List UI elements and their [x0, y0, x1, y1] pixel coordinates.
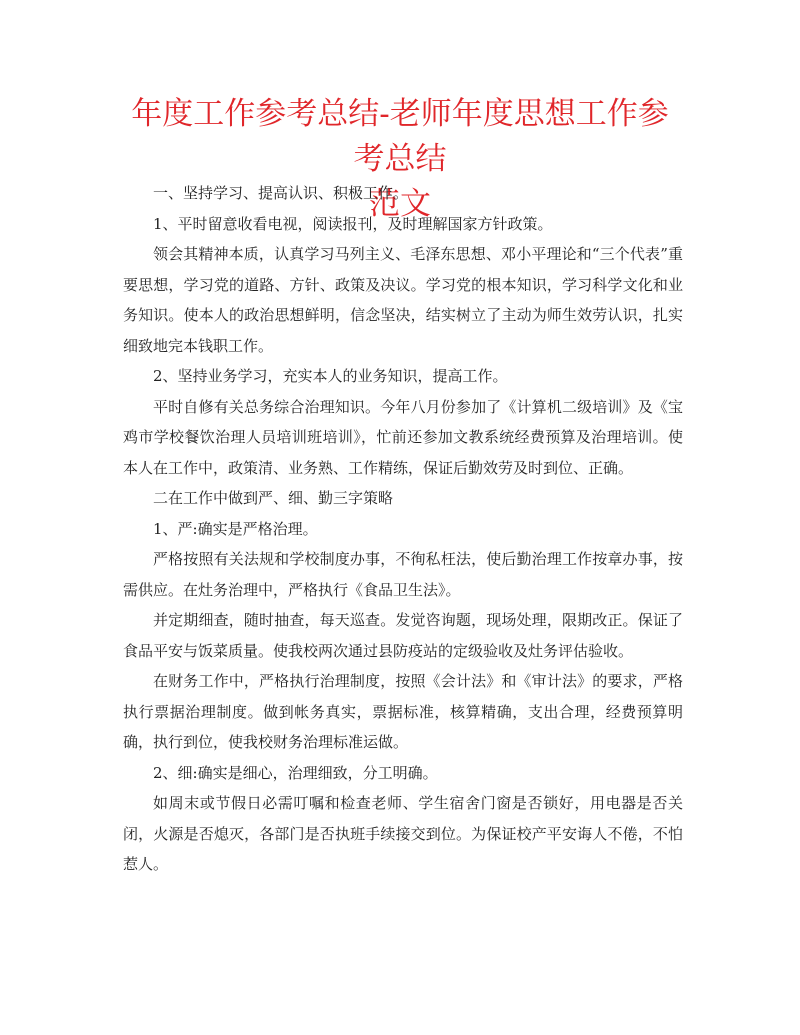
title-line-2: 范文 [369, 186, 431, 222]
paragraph: 严格按照有关法规和学校制度办事，不徇私枉法，使后勤治理工作按章办事，按需供应。在灶务治理中，严格执行《食品卫生法》。 [123, 550, 683, 599]
paragraph: 如周末或节假日必需叮嘱和检查老师、学生宿舍门窗是否锁好，用电器是否关闭，火源是否熄灭，各部门是否执班手续接交到位。为保证校产平安诲人不倦，不怕惹人。 [123, 794, 683, 873]
paragraph: 在财务工作中，严格执行治理制度，按照《会计法》和《审计法》的要求，严格执行票据治理制度。做到帐务真实，票据标准，核算精确，支出合理，经费预算明确，执行到位，使我校财务治理标准运做。 [123, 672, 683, 751]
paragraph: 平时自修有关总务综合治理知识。今年八月份参加了《计算机二级培训》及《宝鸡市学校餐饮治理人员培训班培训》，忙前还参加文教系统经费预算及治理培训。使本人在工作中，政策清、业务熟、工作精练，保证后勤效劳及时到位、正确。 [123, 397, 683, 477]
paragraph: 1、平时留意收看电视，阅读报刊，及时理解国家方针政策。 [153, 214, 553, 233]
document-body [123, 178, 683, 880]
title-line-1: 年度工作参考总结-老师年度思想工作参考总结 [131, 96, 669, 177]
paragraph: 1、严:确实是严格治理。 [153, 519, 318, 538]
section-heading-1: 一、坚持学习、提高认识、积极工作。 [153, 184, 409, 202]
paragraph: 并定期细查，随时抽查，每天巡查。发觉咨询题，现场处理，限期改正。保证了食品平安与饭菜质量。使我校两次通过县防疫站的定级验收及灶务评估验收。 [123, 611, 683, 660]
section-heading-2: 二在工作中做到严、细、勤三字策略 [153, 489, 394, 507]
paragraph: 2、细:确实是细心，治理细致，分工明确。 [153, 763, 438, 782]
paragraph: 2、坚持业务学习，充实本人的业务知识，提高工作。 [153, 367, 508, 385]
paragraph: 领会其精神本质，认真学习马列主义、毛泽东思想、邓小平理论和“三个代表”重要思想，学习党的道路、方针、政策及决议。学习党的根本知识，学习科学文化和业务知识。使本人的政治思想鲜明，信念坚决，结实树立了主动为师生效劳认识，扎实细致地完本钱职工作。 [123, 245, 683, 355]
